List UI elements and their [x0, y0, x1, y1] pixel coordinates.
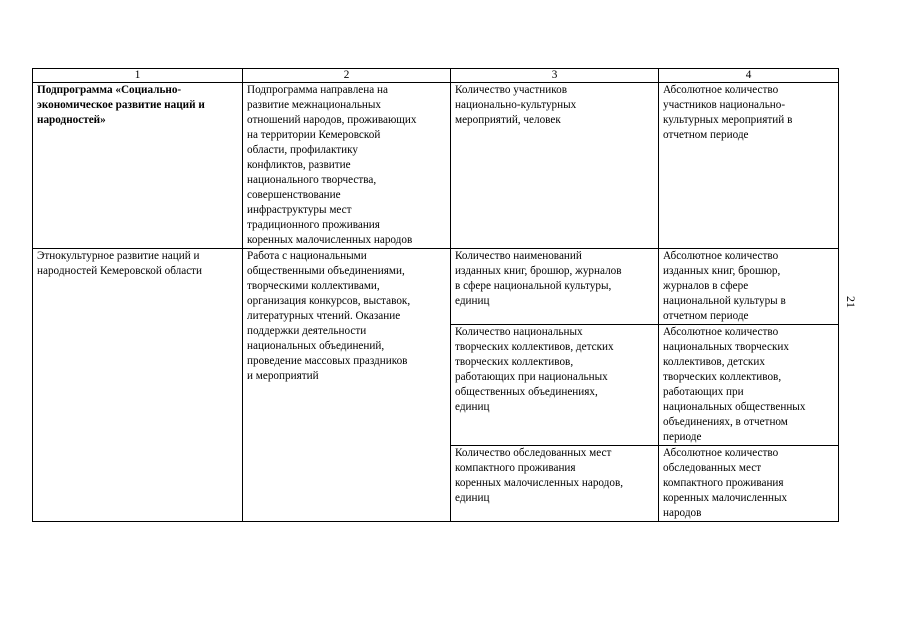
cell-text-line: Абсолютное количество [663, 250, 779, 262]
cell-text-line: национально-культурных [455, 99, 577, 111]
cell-text-line: Количество обследованных мест [455, 447, 612, 459]
indicator-name-cell [451, 446, 659, 522]
cell-text-line: конфликтов, развитие [247, 159, 351, 171]
cell-text-line: коллективов, детских [663, 356, 765, 368]
cell-text-line: Количество участников [455, 84, 567, 96]
indicators-table [32, 68, 839, 522]
cell-text-line: инфраструктуры мест [247, 204, 352, 216]
cell-text-line: Работа с национальными [247, 250, 367, 262]
cell-text-line: литературных чтений. Оказание [247, 310, 401, 322]
indicator-name-cell [451, 325, 659, 446]
cell-text-line: Подпрограмма «Социально- [37, 84, 182, 96]
cell-text-line: совершенствование [247, 189, 341, 201]
cell-text-line: журналов в сфере [663, 280, 749, 292]
cell-text-line: Количество наименований [455, 250, 582, 262]
cell-text-line: традиционного проживания [247, 219, 380, 231]
cell-text-line: организация конкурсов, выставок, [247, 295, 411, 307]
cell-text-line: работающих при [663, 386, 744, 398]
table-row [33, 249, 839, 325]
cell-text-line: компактного проживания [663, 477, 784, 489]
header-cell-4: 4 [659, 69, 839, 83]
cell-text-line: Абсолютное количество [663, 84, 779, 96]
cell-text-line: коренных малочисленных народов [247, 234, 413, 246]
cell-text-line: национальной культуры в [663, 295, 786, 307]
cell-text-line: культурных мероприятий в [663, 114, 793, 126]
cell-text-line: творческими коллективами, [247, 280, 380, 292]
cell-text-line: национального творчества, [247, 174, 377, 186]
cell-text-line: поддержки деятельности [247, 325, 367, 337]
cell-text-line: проведение массовых праздников [247, 355, 408, 367]
table-row [33, 83, 839, 249]
page-number: 21 [844, 296, 858, 308]
cell-text-line: мероприятий, человек [455, 114, 561, 126]
cell-text-line: Количество национальных [455, 326, 583, 338]
cell-text-line: в сфере национальной культуры, [455, 280, 612, 292]
cell-text-line: отношений народов, проживающих [247, 114, 417, 126]
cell-text-line: изданных книг, брошюр, журналов [455, 265, 622, 277]
cell-text-line: единиц [455, 295, 490, 307]
cell-text-line: Подпрограмма направлена на [247, 84, 388, 96]
cell-text-line: Этнокультурное развитие наций и [37, 250, 200, 262]
activity-description-cell [243, 249, 451, 522]
cell-text-line: объединениях, в отчетном [663, 416, 788, 428]
cell-text-line: периоде [663, 431, 702, 443]
cell-text-line: области, профилактику [247, 144, 358, 156]
cell-text-line: экономическое развитие наций и [37, 99, 205, 111]
indicator-method-cell [659, 83, 839, 249]
cell-text-line: отчетном периоде [663, 310, 749, 322]
indicator-name-cell [451, 249, 659, 325]
subprogram-name-cell [33, 83, 243, 249]
header-cell-1: 1 [33, 69, 243, 83]
cell-text-line: Абсолютное количество [663, 326, 779, 338]
cell-text-line: творческих коллективов, [663, 371, 782, 383]
indicator-method-cell [659, 325, 839, 446]
cell-text-line: участников национально- [663, 99, 786, 111]
indicator-method-cell [659, 446, 839, 522]
cell-text-line: коренных малочисленных [663, 492, 788, 504]
cell-text-line: единиц [455, 492, 490, 504]
cell-text-line: единиц [455, 401, 490, 413]
cell-text-line: общественными объединениями, [247, 265, 405, 277]
cell-text-line: Абсолютное количество [663, 447, 779, 459]
cell-text-line: творческих коллективов, [455, 356, 574, 368]
cell-text-line: творческих коллективов, детских [455, 341, 614, 353]
header-cell-2: 2 [243, 69, 451, 83]
cell-text-line: обследованных мест [663, 462, 762, 474]
subprogram-description-cell [243, 83, 451, 249]
cell-text-line: изданных книг, брошюр, [663, 265, 781, 277]
cell-text-line: отчетном периоде [663, 129, 749, 141]
cell-text-line: работающих при национальных [455, 371, 608, 383]
cell-text-line: национальных творческих [663, 341, 790, 353]
cell-text-line: развитие межнациональных [247, 99, 382, 111]
header-cell-3: 3 [451, 69, 659, 83]
cell-text-line: коренных малочисленных народов, [455, 477, 624, 489]
cell-text-line: компактного проживания [455, 462, 576, 474]
activity-name-cell [33, 249, 243, 522]
cell-text-line: национальных объединений, [247, 340, 385, 352]
cell-text-line: общественных объединениях, [455, 386, 598, 398]
cell-text-line: народностей Кемеровской области [37, 265, 203, 277]
cell-text-line: на территории Кемеровской [247, 129, 381, 141]
cell-text-line: народов [663, 507, 702, 519]
cell-text-line: национальных общественных [663, 401, 806, 413]
indicator-method-cell [659, 249, 839, 325]
table-header-row [33, 69, 839, 83]
cell-text-line: и мероприятий [247, 370, 319, 382]
cell-text-line: народностей» [37, 114, 106, 126]
indicator-name-cell [451, 83, 659, 249]
